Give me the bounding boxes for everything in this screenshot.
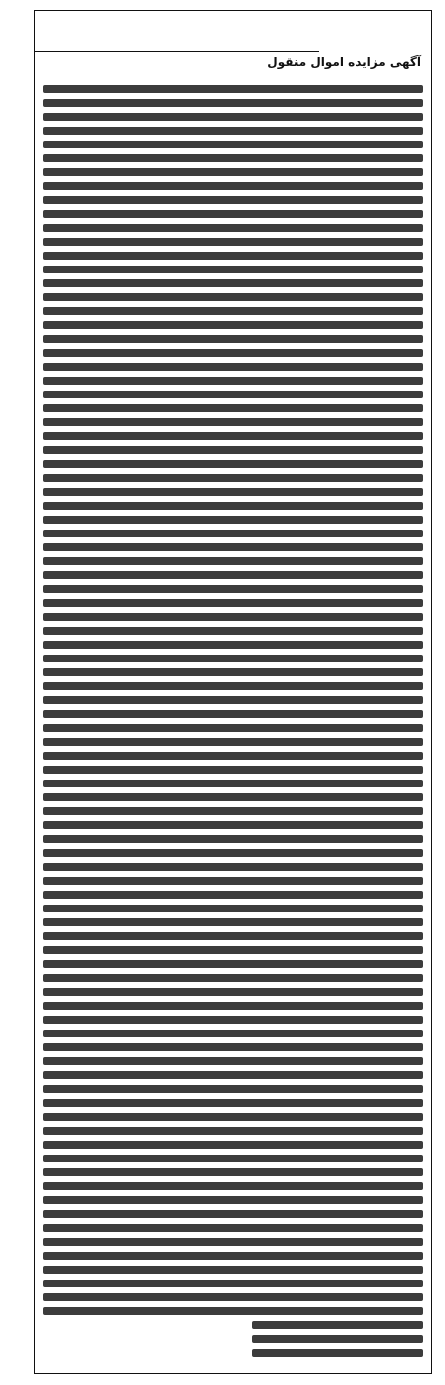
body-line: [43, 1182, 423, 1190]
body-line: [43, 946, 423, 954]
body-line: [43, 891, 423, 899]
body-line: [43, 1238, 423, 1246]
body-line: [43, 1085, 423, 1093]
body-line: [43, 210, 423, 218]
body-line: [43, 835, 423, 843]
body-line: [43, 1196, 423, 1204]
body-line: [43, 266, 423, 274]
body-line: [43, 154, 423, 162]
body-line: [43, 1307, 423, 1315]
body-line: [43, 655, 423, 663]
body-line: [43, 85, 423, 93]
body-line: [43, 974, 423, 982]
body-line: [43, 502, 423, 510]
body-line: [43, 905, 423, 913]
body-line: [43, 1141, 423, 1149]
body-line: [43, 557, 423, 565]
body-line: [43, 307, 423, 315]
body-line: [43, 766, 423, 774]
body-line: [43, 432, 423, 440]
body-line: [43, 349, 423, 357]
body-line: [43, 849, 423, 857]
body-line: [43, 571, 423, 579]
notice-body: [35, 77, 431, 1373]
body-line: [43, 1266, 423, 1274]
body-line: [43, 418, 423, 426]
body-line: [43, 224, 423, 232]
body-line: [43, 196, 423, 204]
body-line: [43, 696, 423, 704]
body-line: [252, 1335, 423, 1343]
body-line: [43, 877, 423, 885]
body-line: [43, 1099, 423, 1107]
body-line: [43, 141, 423, 149]
body-line: [43, 932, 423, 940]
body-line: [43, 460, 423, 468]
body-line: [43, 682, 423, 690]
body-line: [43, 1030, 423, 1038]
body-line: [43, 1057, 423, 1065]
body-line: [43, 1155, 423, 1163]
body-line: [43, 668, 423, 676]
body-line: [43, 724, 423, 732]
body-line: [43, 821, 423, 829]
body-line: [43, 918, 423, 926]
body-line: [43, 1002, 423, 1010]
body-line: [43, 1071, 423, 1079]
body-line: [43, 807, 423, 815]
body-line: [43, 988, 423, 996]
body-line: [43, 516, 423, 524]
body-line: [43, 780, 423, 788]
body-line: [43, 752, 423, 760]
body-line: [43, 1224, 423, 1232]
body-line: [43, 252, 423, 260]
body-line: [43, 627, 423, 635]
body-line: [43, 585, 423, 593]
body-line: [43, 530, 423, 538]
body-line: [43, 1210, 423, 1218]
body-line: [43, 793, 423, 801]
body-line: [43, 738, 423, 746]
body-line: [43, 168, 423, 176]
body-line: [43, 182, 423, 190]
body-line: [43, 641, 423, 649]
body-line: [252, 1321, 423, 1329]
body-line: [43, 710, 423, 718]
body-line: [43, 321, 423, 329]
auction-notice: [34, 10, 432, 1374]
body-line: [252, 1349, 423, 1357]
body-line: [43, 488, 423, 496]
body-line: [43, 1293, 423, 1301]
body-line: [43, 1016, 423, 1024]
body-line: [43, 1252, 423, 1260]
body-line: [43, 113, 423, 121]
body-line: [43, 404, 423, 412]
body-line: [43, 599, 423, 607]
notice-title: آگهی مزایده اموال منقول: [267, 55, 421, 69]
body-line: [43, 377, 423, 385]
body-line: [43, 1113, 423, 1121]
body-line: [43, 127, 423, 135]
header-rule: [35, 51, 319, 52]
body-line: [43, 960, 423, 968]
body-line: [43, 1127, 423, 1135]
body-line: [43, 279, 423, 287]
body-line: [43, 863, 423, 871]
body-line: [43, 335, 423, 343]
body-line: [43, 391, 423, 399]
body-line: [43, 474, 423, 482]
body-line: [43, 446, 423, 454]
body-line: [43, 363, 423, 371]
body-line: [43, 293, 423, 301]
body-line: [43, 613, 423, 621]
body-line: [43, 543, 423, 551]
body-line: [43, 1168, 423, 1176]
body-line: [43, 238, 423, 246]
body-line: [43, 1043, 423, 1051]
body-line: [43, 99, 423, 107]
body-line: [43, 1280, 423, 1288]
